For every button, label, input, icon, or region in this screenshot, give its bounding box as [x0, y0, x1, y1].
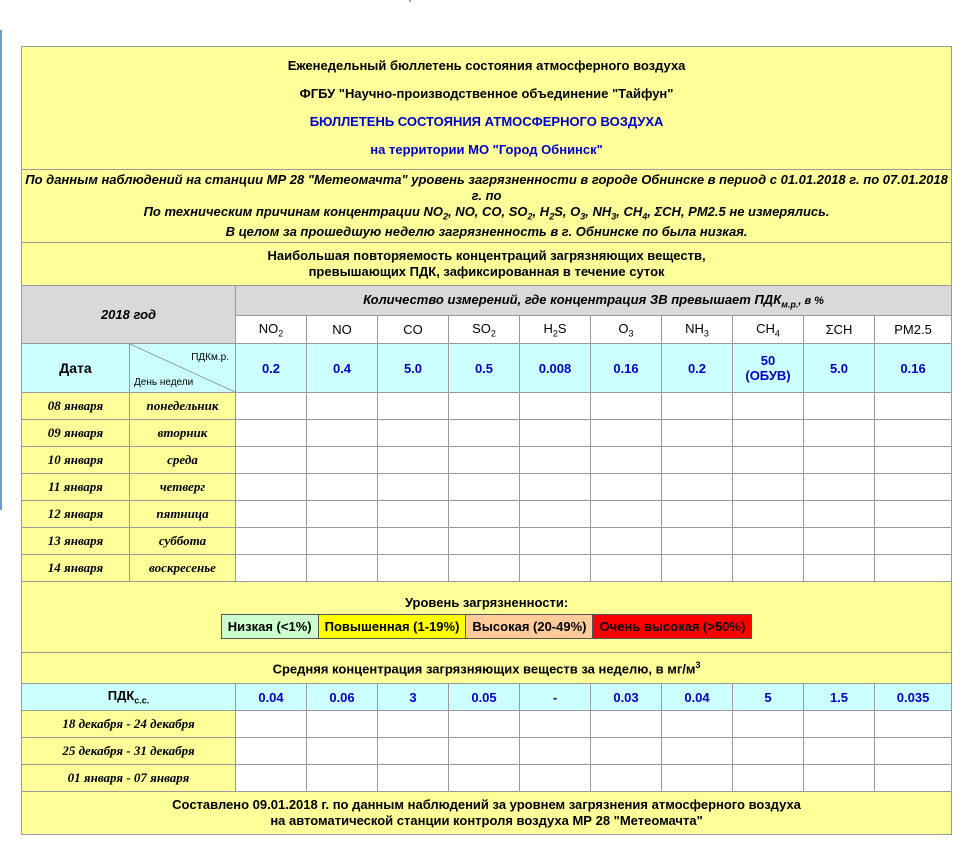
table-row [22, 447, 952, 474]
pdk-mr-value: 0.16 [591, 344, 662, 393]
pollution-level-section [22, 582, 952, 653]
day-date: 13 января [22, 528, 130, 555]
pdk-ss-value: 0.04 [236, 684, 307, 711]
summary-line-2: По техническим причинам концентрации $NO_2$, NO, CO, $SO_2$, $H_2S$, $O_3$, $NH_3$, $CH_4$, ΣCH, PM2.5 не измерялись. [143, 203, 830, 222]
week-value-cell [236, 765, 307, 792]
pdk-mr-value: 0.16 [875, 344, 952, 393]
week-value-cell [307, 738, 378, 765]
header-line-2: ФГБУ "Научно-производственное объединение "Тайфун" [299, 86, 674, 101]
day-value-cell [662, 555, 733, 582]
day-value-cell [378, 447, 449, 474]
week-value-cell [378, 738, 449, 765]
day-value-cell [520, 528, 591, 555]
pdk-ss-value: - [520, 684, 591, 711]
day-value-cell [662, 393, 733, 420]
week-value-cell [236, 738, 307, 765]
table-row [22, 765, 952, 792]
day-value-cell [591, 528, 662, 555]
day-value-cell [591, 420, 662, 447]
day-value-cell [804, 393, 875, 420]
day-value-cell [804, 528, 875, 555]
day-value-cell [875, 474, 952, 501]
week-value-cell [449, 711, 520, 738]
substance-subscript: 2 [278, 328, 284, 339]
day-value-cell [236, 447, 307, 474]
substance-header: $SO_2$ [449, 316, 520, 344]
day-value-cell [875, 447, 952, 474]
pdk-mr-value: 5.0 [804, 344, 875, 393]
week-value-cell [591, 765, 662, 792]
day-value-cell [449, 555, 520, 582]
pollution-level-item: Очень высокая (>50%) [593, 615, 751, 638]
repeat-title: Наибольшая повторяемость концентраций загрязняющих веществ, превышающих ПДК, зафиксированная в течение суток [22, 243, 952, 286]
pdk-ss-label: $ПДК_{с.с.}$ [22, 684, 236, 711]
day-value-cell [733, 501, 804, 528]
header-title: БЮЛЛЕТЕНЬ СОСТОЯНИЯ АТМОСФЕРНОГО ВОЗДУХА [309, 114, 664, 129]
substance-subscript: 2 [552, 328, 558, 339]
pdk-ss-value: 0.03 [591, 684, 662, 711]
day-value-cell [236, 528, 307, 555]
pdk-mr-value: 0.5 [449, 344, 520, 393]
substance-subscript: 2 [490, 328, 496, 339]
day-weekday: пятница [130, 501, 236, 528]
table-row [22, 555, 952, 582]
day-date: 14 января [22, 555, 130, 582]
table-row [22, 501, 952, 528]
day-value-cell [875, 420, 952, 447]
day-value-cell [378, 555, 449, 582]
pdk-diagonal-header: ПДКм.р. День недели [130, 344, 236, 393]
year-label: 2018 год [22, 286, 236, 344]
week-value-cell [875, 765, 952, 792]
week-range: 18 декабря - 24 декабря [22, 711, 236, 738]
day-value-cell [449, 447, 520, 474]
day-weekday: суббота [130, 528, 236, 555]
day-value-cell [733, 555, 804, 582]
footer [22, 792, 952, 835]
day-weekday: воскресенье [130, 555, 236, 582]
page-left-border [0, 30, 2, 510]
week-value-cell [449, 738, 520, 765]
pdk-ss-value: 5 [733, 684, 804, 711]
bulletin-table [21, 46, 952, 835]
week-value-cell [520, 738, 591, 765]
table-row [22, 393, 952, 420]
week-value-cell [804, 711, 875, 738]
summary-line-3: В целом за прошедшую неделю загрязненность в г. Обнинске по была низкая. [225, 224, 748, 240]
day-value-cell [307, 555, 378, 582]
pdk-ss-value: 1.5 [804, 684, 875, 711]
day-value-cell [236, 393, 307, 420]
table-row [22, 711, 952, 738]
substance-subscript: 3 [703, 328, 709, 339]
day-value-cell [662, 474, 733, 501]
date-column-label: Дата [22, 344, 130, 393]
pdk-ss-value: 0.05 [449, 684, 520, 711]
substance-header: $NO_2$ [236, 316, 307, 344]
day-date: 11 января [22, 474, 130, 501]
week-value-cell [378, 765, 449, 792]
week-range: 25 декабря - 31 декабря [22, 738, 236, 765]
week-value-cell [804, 765, 875, 792]
day-value-cell [378, 501, 449, 528]
day-value-cell [449, 420, 520, 447]
day-value-cell [307, 420, 378, 447]
pdk-ss-value: 0.035 [875, 684, 952, 711]
week-value-cell [804, 738, 875, 765]
pdk-ss-value: 0.06 [307, 684, 378, 711]
day-value-cell [804, 501, 875, 528]
day-value-cell [449, 474, 520, 501]
substance-subscript: 4 [774, 328, 780, 339]
week-range: 01 января - 07 января [22, 765, 236, 792]
substance-header: ΣCH [804, 316, 875, 344]
summary-block [22, 170, 952, 243]
day-value-cell [804, 420, 875, 447]
day-value-cell [307, 528, 378, 555]
day-value-cell [591, 501, 662, 528]
day-date: 12 января [22, 501, 130, 528]
week-value-cell [591, 711, 662, 738]
day-value-cell [733, 393, 804, 420]
day-value-cell [591, 474, 662, 501]
week-value-cell [449, 765, 520, 792]
table-row [22, 474, 952, 501]
table-row [22, 420, 952, 447]
day-value-cell [449, 393, 520, 420]
week-value-cell [662, 711, 733, 738]
day-value-cell [520, 501, 591, 528]
day-value-cell [520, 447, 591, 474]
substance-header: PM2.5 [875, 316, 952, 344]
substance-header: $O_3$ [591, 316, 662, 344]
day-value-cell [236, 501, 307, 528]
table-row [22, 738, 952, 765]
pollution-level-legend [221, 614, 753, 639]
avg-title: Средняя концентрация загрязняющих веществ за неделю, в $мг/м^3$ [22, 653, 952, 684]
day-value-cell [449, 501, 520, 528]
day-value-cell [520, 393, 591, 420]
pdk-ss-value: 0.04 [662, 684, 733, 711]
day-value-cell [875, 528, 952, 555]
decor-dot [409, 0, 411, 2]
pdk-mr-value: 0.2 [236, 344, 307, 393]
day-value-cell [804, 474, 875, 501]
day-value-cell [591, 393, 662, 420]
header-territory: на территории МО "Город Обнинск" [370, 142, 603, 157]
week-value-cell [236, 711, 307, 738]
day-value-cell [236, 555, 307, 582]
day-value-cell [733, 474, 804, 501]
day-value-cell [875, 501, 952, 528]
day-date: 10 января [22, 447, 130, 474]
day-value-cell [591, 555, 662, 582]
day-value-cell [733, 447, 804, 474]
week-value-cell [307, 711, 378, 738]
week-value-cell [733, 738, 804, 765]
measure-title: Количество измерений, где концентрация ЗВ превышает $ПДК_{м.р.}$, в % [236, 286, 952, 316]
day-weekday: вторник [130, 420, 236, 447]
day-value-cell [378, 393, 449, 420]
day-value-cell [733, 528, 804, 555]
footer-line-2: на автоматической станции контроля воздуха МР 28 "Метеомачта" [270, 813, 703, 828]
summary-line-1: По данным наблюдений на станции МР 28 "Метеомачта" уровень загрязненности в городе Обнинске в период с 01.01.2018 г. по 07.01.2018 г. по [25, 171, 948, 203]
day-date: 08 января [22, 393, 130, 420]
bulletin-header [22, 47, 952, 170]
week-value-cell [307, 765, 378, 792]
substance-header: NO [307, 316, 378, 344]
pdk-mr-value: 0.2 [662, 344, 733, 393]
day-value-cell [307, 393, 378, 420]
pollution-level-item: Повышенная (1-19%) [319, 615, 467, 638]
day-value-cell [662, 501, 733, 528]
day-value-cell [591, 447, 662, 474]
pdk-ss-value: 3 [378, 684, 449, 711]
day-value-cell [520, 420, 591, 447]
pollution-level-title: Уровень загрязненности: [404, 595, 569, 610]
day-value-cell [804, 555, 875, 582]
day-weekday: четверг [130, 474, 236, 501]
day-value-cell [378, 420, 449, 447]
week-value-cell [520, 711, 591, 738]
week-value-cell [875, 738, 952, 765]
day-value-cell [378, 528, 449, 555]
day-value-cell [520, 555, 591, 582]
week-value-cell [378, 711, 449, 738]
week-value-cell [662, 765, 733, 792]
day-value-cell [307, 447, 378, 474]
day-value-cell [378, 474, 449, 501]
pollution-level-item: Высокая (20-49%) [466, 615, 593, 638]
week-value-cell [733, 765, 804, 792]
pollution-level-item: Низкая (<1%) [222, 615, 319, 638]
pdk-mr-value: 0.008 [520, 344, 591, 393]
week-value-cell [733, 711, 804, 738]
day-value-cell [662, 420, 733, 447]
day-value-cell [662, 528, 733, 555]
day-value-cell [449, 528, 520, 555]
day-value-cell [236, 474, 307, 501]
pdk-mr-value: 50 (ОБУВ) [733, 344, 804, 393]
substance-subscript: 3 [628, 328, 634, 339]
day-value-cell [236, 420, 307, 447]
substance-header: CO [378, 316, 449, 344]
day-value-cell [520, 474, 591, 501]
pdk-mr-value: 5.0 [378, 344, 449, 393]
day-value-cell [875, 393, 952, 420]
week-value-cell [875, 711, 952, 738]
substance-header: $CH_4$ [733, 316, 804, 344]
week-value-cell [520, 765, 591, 792]
day-value-cell [875, 555, 952, 582]
day-value-cell [662, 447, 733, 474]
footer-line-1: Составлено 09.01.2018 г. по данным наблюдений за уровнем загрязнения атмосферного воздуха [172, 797, 801, 812]
pdk-mr-value: 0.4 [307, 344, 378, 393]
day-value-cell [804, 447, 875, 474]
substance-header: $NH_3$ [662, 316, 733, 344]
day-value-cell [733, 420, 804, 447]
header-line-1: Еженедельный бюллетень состояния атмосферного воздуха [287, 58, 686, 73]
day-value-cell [307, 501, 378, 528]
substance-header: $H_2S$ [520, 316, 591, 344]
week-value-cell [591, 738, 662, 765]
day-weekday: среда [130, 447, 236, 474]
week-value-cell [662, 738, 733, 765]
table-row [22, 528, 952, 555]
day-value-cell [307, 474, 378, 501]
day-date: 09 января [22, 420, 130, 447]
day-weekday: понедельник [130, 393, 236, 420]
